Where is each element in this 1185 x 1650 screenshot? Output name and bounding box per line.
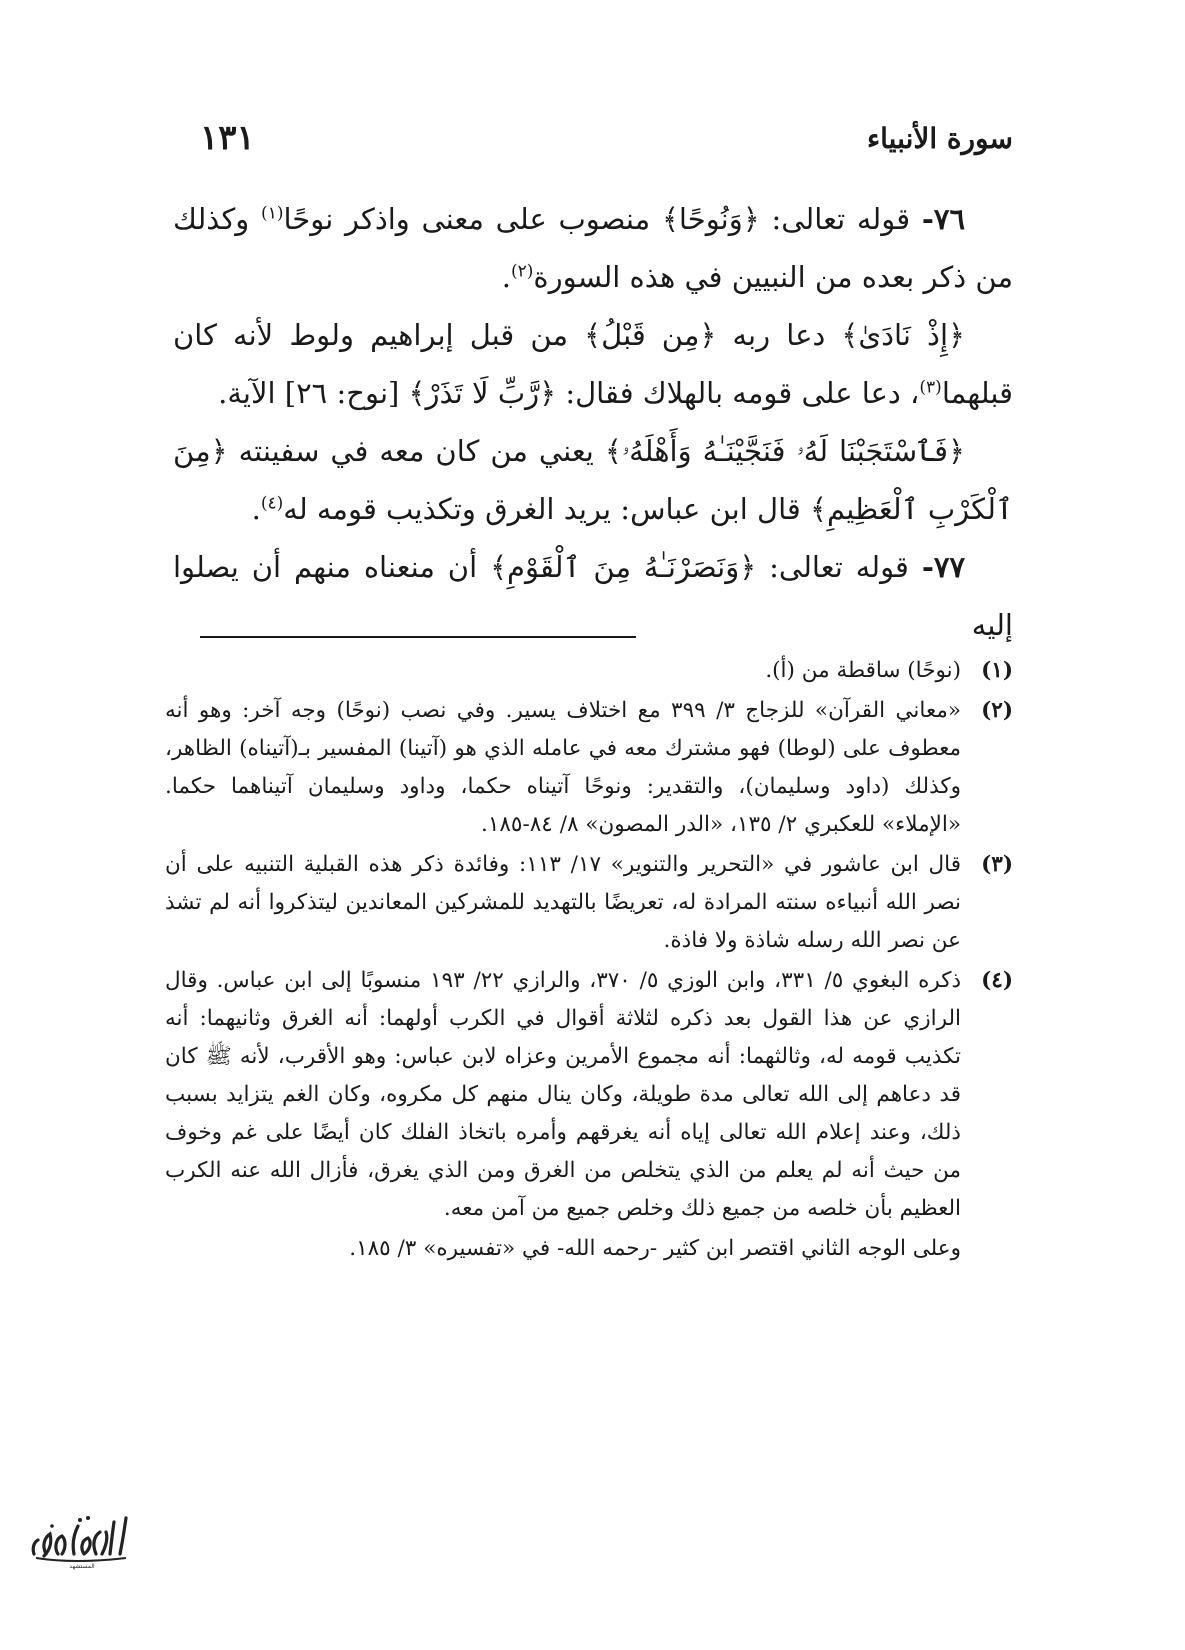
- paragraph-response: [173, 422, 1013, 538]
- quran-quote: ﴿وَنَصَرْنَـٰهُ مِنَ ٱلْقَوْمِ﴾: [490, 550, 757, 584]
- text-run: .: [501, 260, 511, 294]
- text-run: [نوح: ٢٦] الآية.: [218, 376, 400, 410]
- footnote-2: [165, 692, 1013, 844]
- verse-number: ٧٧-: [921, 550, 966, 584]
- verse-number: ٧٦-: [921, 202, 966, 236]
- footnote-text: «معاني القرآن» للزجاج ٣/ ٣٩٩ مع اختلاف يسير. وفي نصب (نوحًا) وجه آخر: وهو أنه معطوف على (لوطا) فهو مشترك معه في عامله الذي هو (آتينا) المفسير بـ(آتيناه) الظاهر، وكذلك (داود وسليمان)، والتقدير: ونوحًا آتيناه حكما، وداود وسليمان آتيناهما حكما. «الإملاء» للعكبري ٢/ ١٣٥، «الدر المصون» ٨/ ٨٤-١٨٥.: [165, 698, 961, 837]
- text-run: .: [251, 492, 261, 526]
- quran-quote: ﴿إِذْ نَادَىٰ﴾: [841, 318, 965, 352]
- text-run: يعني من كان معه في سفينته: [238, 434, 594, 468]
- footnote-text: قال ابن عاشور في «التحرير والتنوير» ١٧/ ١١٣: وفائدة ذكر هذه القبلية التنبيه على أن نصر الله أنبياءه سنته المرادة له، تعريضًا بالتهديد للمشركين المعاندين ليتذكروا أنه لم تشذ عن نصر الله رسله شاذة ولا فاذة.: [165, 852, 962, 953]
- footnote-1: [165, 652, 1013, 690]
- paragraph-verse-76: [173, 190, 1013, 306]
- stamp-icon: [22, 1508, 134, 1570]
- running-header: [200, 118, 1013, 162]
- text-run: من قبل إبراهيم ولوط لأنه كان قبلهما: [173, 318, 1013, 410]
- footnote-ref[interactable]: (٢): [510, 261, 534, 282]
- quran-quote: ﴿فَٱسْتَجَبْنَا لَهُۥ فَنَجَّيْنَـٰهُ وَأَهْلَهُۥ﴾: [604, 434, 966, 468]
- text-run: أن منعناه منهم أن يصلوا إليه: [173, 550, 1013, 642]
- footnotes: [165, 652, 1013, 1268]
- footnote-4-continuation: وعلى الوجه الثاني اقتصر ابن كثير -رحمه الله- في «تفسيره» ٣/ ١٨٥.: [349, 1236, 961, 1261]
- footnote-marker: (٤): [981, 968, 1013, 993]
- footnote-text: (نوحًا) ساقطة من (أ).: [765, 658, 961, 683]
- main-text: [173, 190, 1013, 654]
- footnote-separator: [200, 636, 636, 638]
- footnote-ref[interactable]: (٣): [919, 377, 942, 398]
- text-run: ، دعا على قومه بالهلاك فقال:: [565, 376, 920, 410]
- paragraph-call: [173, 306, 1013, 422]
- text-run: قوله تعالى:: [769, 550, 909, 584]
- text-run: قال ابن عباس: يريد الغرق وتكذيب قومه له: [283, 492, 801, 526]
- surah-title: سورة الأنبياء: [866, 122, 1013, 155]
- footnote-marker: (٢): [981, 698, 1013, 723]
- footnote-ref[interactable]: (٤): [260, 493, 284, 514]
- text-run: منصوب على معنى واذكر نوحًا: [283, 202, 651, 236]
- calligraphic-stamp-logo: [22, 1508, 134, 1570]
- quran-quote: ﴿وَنُوحًا﴾: [661, 202, 760, 236]
- quran-quote: ﴿مِنَ ٱلْكَرْبِ ٱلْعَظِيمِ﴾: [173, 434, 1013, 526]
- stamp-caption: المستشهد: [69, 1563, 95, 1570]
- text-run: وكذلك من ذكر بعده من النبيين في هذه السورة: [173, 202, 1013, 294]
- quran-quote: ﴿رَّبِّ لَا تَذَرْ﴾: [408, 376, 557, 410]
- footnote-marker: (١): [981, 658, 1013, 683]
- footnote-marker: (٣): [981, 852, 1013, 877]
- footnote-ref[interactable]: (١): [261, 203, 284, 224]
- footnote-4: [165, 962, 1013, 1228]
- page-number: ١٣١: [200, 118, 255, 158]
- text-run: دعا ربه: [732, 318, 826, 352]
- text-run: قوله تعالى:: [771, 202, 911, 236]
- footnote-text: ذكره البغوي ٥/ ٣٣١، وابن الوزي ٥/ ٣٧٠، والرازي ٢٢/ ١٩٣ منسوبًا إلى ابن عباس. وقال الرازي عن هذا القول بعد ذكره لثلاثة أقوال في الكرب أولهما: أنه الغرق وثانيهما: أنه تكذيب قومه له، وثالثهما: أنه مجموع الأمرين وعزاه لابن عباس: وهو الأقرب، لأنه ﷺ كان قد دعاهم إلى الله تعالى مدة طويلة، وكان ينال منهم كل مكروه، وكان الغم يتزايد بسبب ذلك، وعند إعلام الله تعالى إياه أنه يغرقهم وأمره باتخاذ الفلك كان أيضًا على غم وخوف من حيث أنه لم يعلم من الذي يتخلص من الغرق ومن الذي يغرق، فأزال الله عنه الكرب العظيم بأن خلصه من جميع ذلك وخلص جميع من آمن معه.: [165, 968, 962, 1221]
- footnote-3: [165, 846, 1013, 960]
- quran-quote: ﴿مِن قَبْلُ﴾: [584, 318, 717, 352]
